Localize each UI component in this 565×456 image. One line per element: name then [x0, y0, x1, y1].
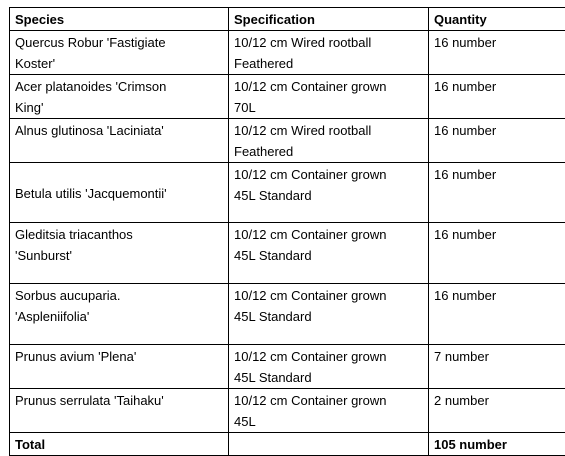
table-row	[10, 119, 565, 163]
specification-cell	[229, 223, 429, 284]
spec-line: 45L	[234, 411, 423, 432]
quantity-cell: 7 number	[429, 345, 565, 389]
spec-line: 10/12 cm Wired rootball	[234, 120, 423, 141]
spec-line: Feathered	[234, 141, 423, 162]
spec-line: 45L Standard	[234, 245, 423, 266]
spec-line: 10/12 cm Container grown	[234, 76, 423, 97]
table-row	[10, 345, 565, 389]
species-line: King'	[15, 97, 223, 118]
spec-line: 10/12 cm Container grown	[234, 224, 423, 245]
total-label: Total	[10, 433, 229, 456]
quantity-cell: 16 number	[429, 119, 565, 163]
species-table	[9, 7, 565, 456]
species-cell	[10, 389, 229, 433]
species-line: 'Sunburst'	[15, 245, 223, 266]
quantity-cell: 16 number	[429, 75, 565, 119]
species-line: Alnus glutinosa 'Laciniata'	[15, 120, 223, 141]
species-cell	[10, 345, 229, 389]
spec-line: Feathered	[234, 53, 423, 74]
header-quantity: Quantity	[429, 8, 565, 31]
species-cell	[10, 31, 229, 75]
species-line: Sorbus aucuparia.	[15, 285, 223, 306]
spec-line: 10/12 cm Container grown	[234, 285, 423, 306]
specification-cell	[229, 75, 429, 119]
header-species: Species	[10, 8, 229, 31]
species-cell	[10, 223, 229, 284]
spec-line: 45L Standard	[234, 367, 423, 388]
total-row	[10, 433, 565, 456]
specification-cell	[229, 119, 429, 163]
species-line: Gleditsia triacanthos	[15, 224, 223, 245]
quantity-cell: 16 number	[429, 163, 565, 223]
table-row	[10, 75, 565, 119]
specification-cell	[229, 345, 429, 389]
spec-line: 10/12 cm Container grown	[234, 164, 423, 185]
spec-line: 45L Standard	[234, 185, 423, 206]
table-header-row	[10, 8, 565, 31]
total-spec	[229, 433, 429, 456]
specification-cell	[229, 163, 429, 223]
specification-cell	[229, 284, 429, 345]
species-line: Koster'	[15, 53, 223, 74]
spec-line: 10/12 cm Container grown	[234, 346, 423, 367]
quantity-cell: 2 number	[429, 389, 565, 433]
spec-line: 10/12 cm Wired rootball	[234, 32, 423, 53]
species-line: Prunus avium 'Plena'	[15, 346, 223, 367]
quantity-cell: 16 number	[429, 284, 565, 345]
total-quantity: 105 number	[429, 433, 565, 456]
specification-cell	[229, 31, 429, 75]
quantity-cell: 16 number	[429, 31, 565, 75]
table-row	[10, 389, 565, 433]
header-specification: Specification	[229, 8, 429, 31]
table-row	[10, 223, 565, 284]
species-line: Acer platanoides 'Crimson	[15, 76, 223, 97]
species-line: Prunus serrulata 'Taihaku'	[15, 390, 223, 411]
spec-line: 70L	[234, 97, 423, 118]
table-row	[10, 163, 565, 223]
species-cell	[10, 284, 229, 345]
table-row	[10, 284, 565, 345]
specification-cell	[229, 389, 429, 433]
species-cell	[10, 119, 229, 163]
species-line: 'Aspleniifolia'	[15, 306, 223, 327]
spec-line: 10/12 cm Container grown	[234, 390, 423, 411]
species-line: Quercus Robur 'Fastigiate	[15, 32, 223, 53]
species-cell	[10, 163, 229, 223]
quantity-cell: 16 number	[429, 223, 565, 284]
table-row	[10, 31, 565, 75]
species-line: Betula utilis 'Jacquemontii'	[15, 183, 223, 204]
spec-line: 45L Standard	[234, 306, 423, 327]
species-cell	[10, 75, 229, 119]
